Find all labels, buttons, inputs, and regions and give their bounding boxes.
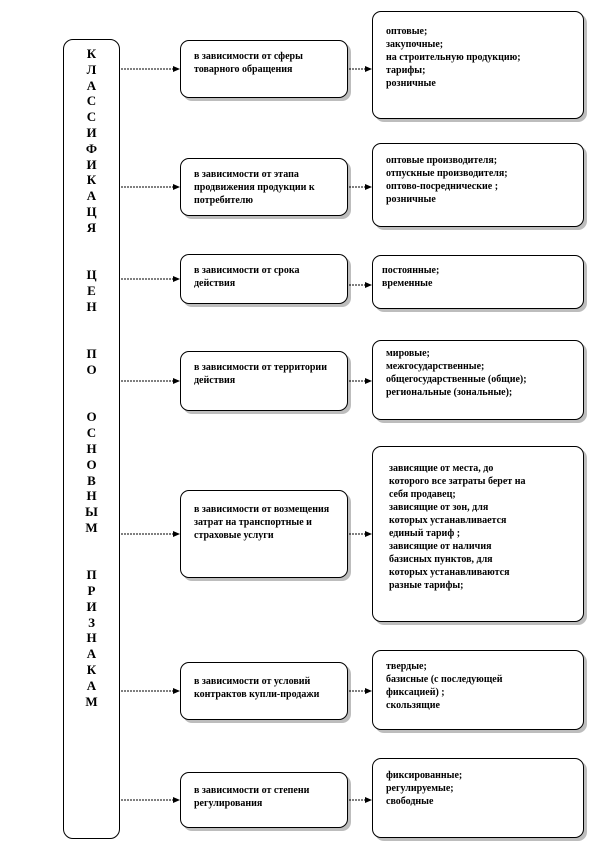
type-item: скользящие (386, 700, 440, 711)
type-item: базисные (с последующей (386, 674, 503, 685)
type-item: закупочные; (386, 39, 444, 50)
type-item: общегосударственные (общие); (386, 374, 527, 385)
type-item: единый тариф ; (389, 528, 461, 539)
type-item: зависящие от места, до (389, 463, 494, 474)
type-item: региональные (зональные); (386, 387, 513, 398)
type-item: себя продавец; (389, 489, 456, 500)
type-item: которого все затраты берет на (389, 476, 526, 487)
type-item: зависящие от зон, для (389, 502, 489, 513)
type-item: свободные (386, 796, 434, 807)
criterion-label: в зависимости от сферы товарного обращения (194, 51, 303, 75)
type-item: тарифы; (386, 65, 426, 76)
classification-title: К Л А С С И Ф И К А Ц Я Ц Е Н П О О С Н О В Н Ы М П Р И З Н А К А М (85, 46, 98, 709)
type-item: регулируемые; (386, 783, 454, 794)
type-item: оптово-посреднические ; (386, 181, 499, 192)
type-item: розничные (386, 194, 436, 205)
criterion-label: в зависимости от этапа продвижения продукции к потребителю (194, 169, 315, 206)
type-item: базисных пунктов, для (389, 554, 493, 565)
type-item: межгосударственные; (386, 361, 485, 372)
type-item: твердые; (386, 661, 427, 672)
type-item: розничные (386, 78, 436, 89)
type-item: мировые; (386, 348, 430, 359)
type-item: временные (382, 278, 433, 289)
type-item: отпускные производителя; (386, 168, 508, 179)
type-item: зависящие от наличия (389, 541, 492, 552)
criterion-label: в зависимости от степени регулирования (194, 785, 310, 809)
type-item: на строительную продукцию; (386, 52, 521, 63)
type-item: оптовые производителя; (386, 155, 498, 166)
type-item: которых устанавливаются (389, 567, 510, 578)
type-item: фиксированные; (386, 770, 463, 781)
type-item: оптовые; (386, 26, 428, 37)
type-item: разные тарифы; (389, 580, 464, 591)
criterion-label: в зависимости от территории действия (194, 362, 327, 386)
type-item: которых устанавливается (389, 515, 507, 526)
criterion-label: в зависимости от срока действия (194, 265, 300, 289)
criterion-label: в зависимости от возмещения затрат на транспортные и страховые услуги (194, 504, 330, 541)
type-item: постоянные; (382, 265, 440, 276)
criterion-label: в зависимости от условий контрактов купли-продажи (194, 676, 320, 700)
type-item: фиксацией) ; (386, 687, 445, 698)
